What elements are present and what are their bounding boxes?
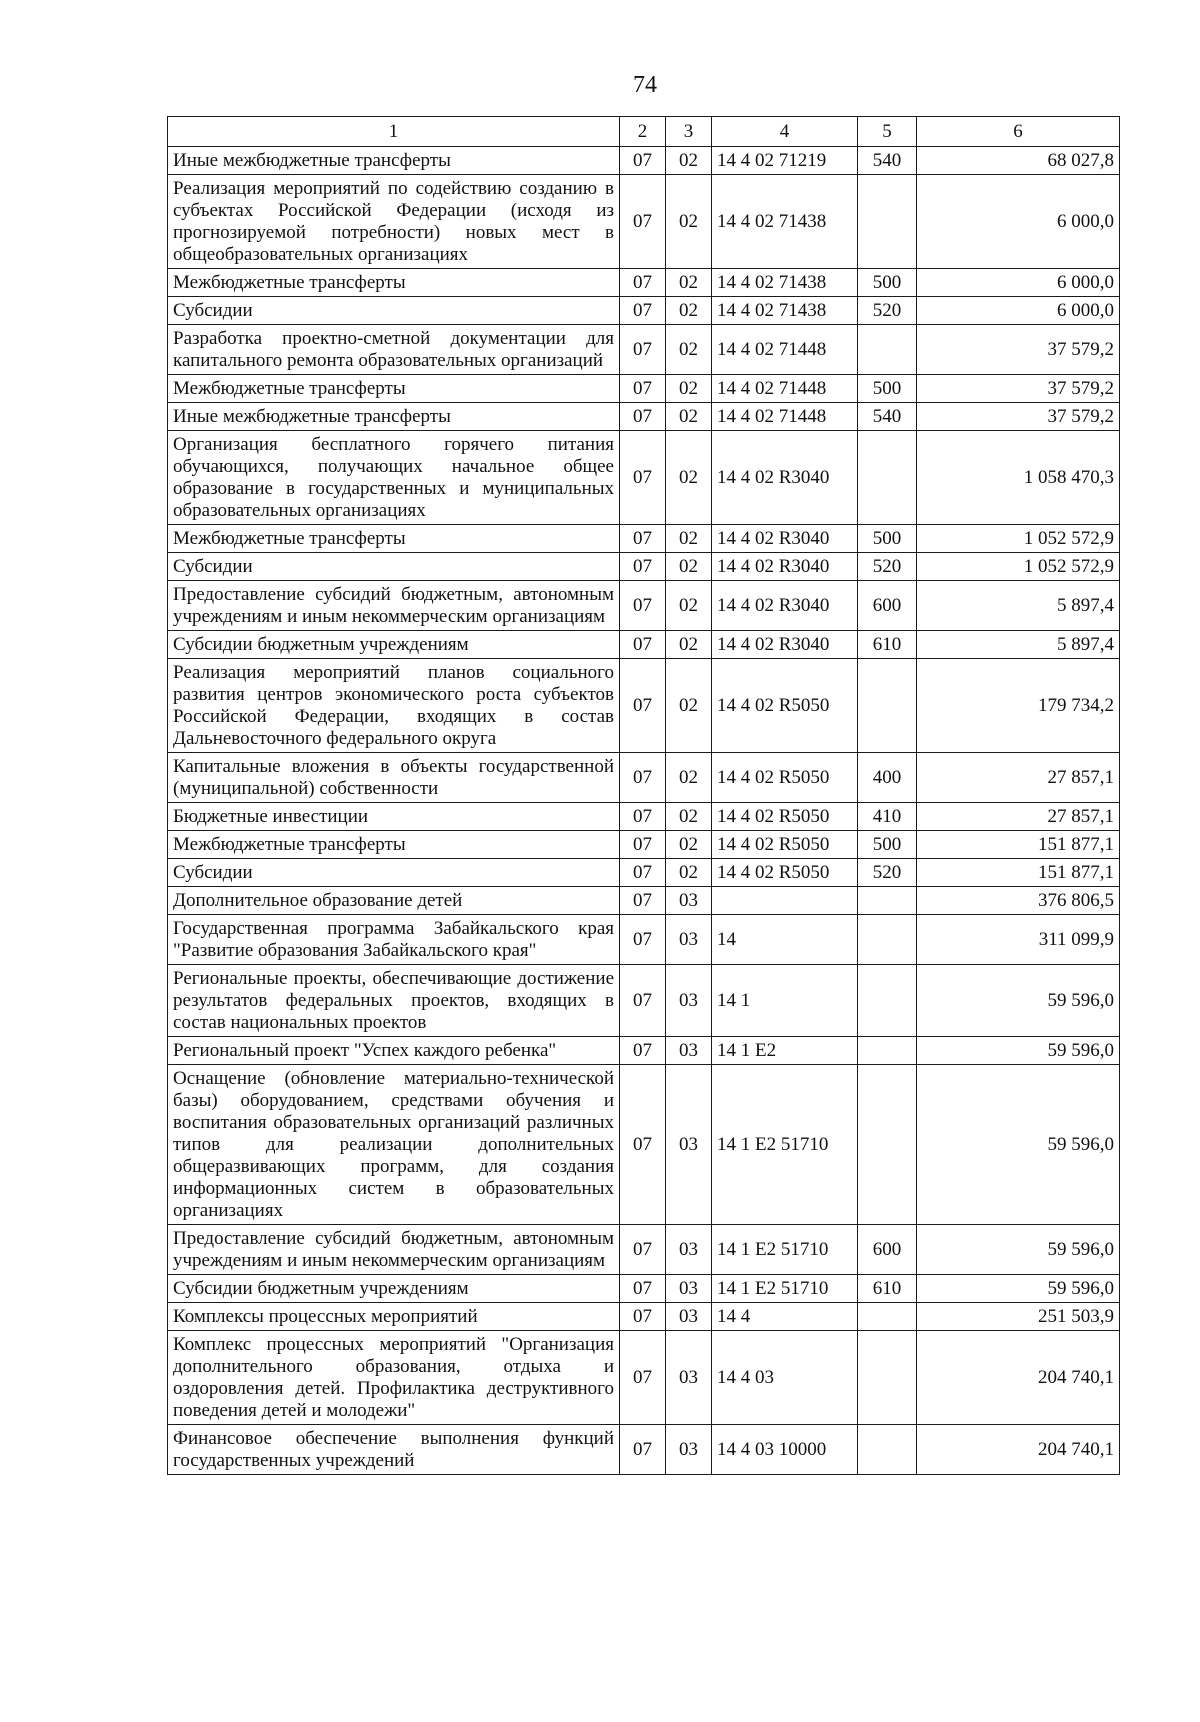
target-article-cell: 14 4 03 [712,1331,858,1425]
row-name-cell: Финансовое обеспечение выполнения функций государственных учреждений [168,1425,620,1475]
table-row [168,965,1120,1037]
budget-table [167,116,1120,1475]
expense-type-cell: 520 [858,297,917,325]
row-name-cell: Региональный проект "Успех каждого ребенка" [168,1037,620,1065]
table-row [168,147,1120,175]
table-row [168,1303,1120,1331]
section-code-cell: 07 [620,1275,666,1303]
table-row [168,753,1120,803]
section-code-cell: 07 [620,269,666,297]
expense-type-cell: 500 [858,269,917,297]
expense-type-cell [858,1425,917,1475]
subsection-code-cell: 02 [666,803,712,831]
page-number: 74 [633,72,657,98]
amount-cell: 151 877,1 [917,831,1120,859]
row-name-cell: Иные межбюджетные трансферты [168,147,620,175]
table-row [168,831,1120,859]
amount-cell: 151 877,1 [917,859,1120,887]
subsection-code-cell: 02 [666,325,712,375]
subsection-code-cell: 02 [666,581,712,631]
table-row [168,1065,1120,1225]
subsection-code-cell: 02 [666,147,712,175]
header-col-3: 3 [666,117,712,147]
subsection-code-cell: 03 [666,915,712,965]
header-col-5: 5 [858,117,917,147]
row-name-cell: Реализация мероприятий планов социального развития центров экономического роста субъектов Российской Федерации, входящих в состав Дальневосточного федерального округа [168,659,620,753]
table-row [168,403,1120,431]
row-name-cell: Субсидии бюджетным учреждениям [168,631,620,659]
section-code-cell: 07 [620,1425,666,1475]
amount-cell: 59 596,0 [917,1275,1120,1303]
target-article-cell: 14 4 02 R3040 [712,525,858,553]
row-name-cell: Бюджетные инвестиции [168,803,620,831]
subsection-code-cell: 03 [666,1425,712,1475]
subsection-code-cell: 02 [666,631,712,659]
section-code-cell: 07 [620,375,666,403]
subsection-code-cell: 03 [666,1065,712,1225]
target-article-cell: 14 1 [712,965,858,1037]
subsection-code-cell: 02 [666,525,712,553]
amount-cell: 179 734,2 [917,659,1120,753]
target-article-cell: 14 1 E2 51710 [712,1065,858,1225]
amount-cell: 59 596,0 [917,1065,1120,1225]
target-article-cell: 14 4 02 R5050 [712,753,858,803]
row-name-cell: Субсидии бюджетным учреждениям [168,1275,620,1303]
expense-type-cell [858,887,917,915]
header-col-2: 2 [620,117,666,147]
header-col-6: 6 [917,117,1120,147]
subsection-code-cell: 02 [666,831,712,859]
row-name-cell: Межбюджетные трансферты [168,831,620,859]
amount-cell: 1 058 470,3 [917,431,1120,525]
expense-type-cell [858,1303,917,1331]
amount-cell: 37 579,2 [917,325,1120,375]
amount-cell: 5 897,4 [917,581,1120,631]
row-name-cell: Межбюджетные трансферты [168,269,620,297]
target-article-cell: 14 4 02 71448 [712,325,858,375]
table-row [168,431,1120,525]
amount-cell: 59 596,0 [917,1037,1120,1065]
expense-type-cell [858,325,917,375]
header-col-4: 4 [712,117,858,147]
subsection-code-cell: 03 [666,887,712,915]
expense-type-cell: 500 [858,525,917,553]
expense-type-cell: 540 [858,147,917,175]
table-row [168,269,1120,297]
section-code-cell: 07 [620,887,666,915]
table-row [168,553,1120,581]
target-article-cell: 14 4 02 71438 [712,269,858,297]
subsection-code-cell: 02 [666,859,712,887]
amount-cell: 37 579,2 [917,403,1120,431]
section-code-cell: 07 [620,581,666,631]
target-article-cell: 14 4 02 R3040 [712,553,858,581]
subsection-code-cell: 02 [666,431,712,525]
amount-cell: 68 027,8 [917,147,1120,175]
section-code-cell: 07 [620,297,666,325]
row-name-cell: Государственная программа Забайкальского края "Развитие образования Забайкальского края" [168,915,620,965]
section-code-cell: 07 [620,803,666,831]
amount-cell: 6 000,0 [917,297,1120,325]
table-row [168,1037,1120,1065]
expense-type-cell: 410 [858,803,917,831]
section-code-cell: 07 [620,525,666,553]
subsection-code-cell: 02 [666,659,712,753]
subsection-code-cell: 03 [666,1275,712,1303]
target-article-cell: 14 4 [712,1303,858,1331]
amount-cell: 27 857,1 [917,753,1120,803]
amount-cell: 1 052 572,9 [917,525,1120,553]
expense-type-cell: 540 [858,403,917,431]
subsection-code-cell: 02 [666,297,712,325]
expense-type-cell: 520 [858,859,917,887]
amount-cell: 59 596,0 [917,965,1120,1037]
target-article-cell: 14 4 03 10000 [712,1425,858,1475]
subsection-code-cell: 02 [666,269,712,297]
table-row [168,631,1120,659]
subsection-code-cell: 02 [666,553,712,581]
table-row [168,525,1120,553]
row-name-cell: Субсидии [168,859,620,887]
amount-cell: 376 806,5 [917,887,1120,915]
section-code-cell: 07 [620,1225,666,1275]
target-article-cell: 14 4 02 71438 [712,297,858,325]
table-row [168,915,1120,965]
expense-type-cell: 600 [858,1225,917,1275]
expense-type-cell [858,915,917,965]
expense-type-cell: 610 [858,631,917,659]
target-article-cell: 14 4 02 R3040 [712,581,858,631]
row-name-cell: Региональные проекты, обеспечивающие достижение результатов федеральных проектов, входящих в состав национальных проектов [168,965,620,1037]
target-article-cell: 14 1 E2 51710 [712,1225,858,1275]
section-code-cell: 07 [620,175,666,269]
expense-type-cell: 400 [858,753,917,803]
table-row [168,297,1120,325]
section-code-cell: 07 [620,147,666,175]
table-row [168,887,1120,915]
amount-cell: 204 740,1 [917,1425,1120,1475]
target-article-cell: 14 4 02 R3040 [712,631,858,659]
subsection-code-cell: 02 [666,175,712,269]
expense-type-cell: 520 [858,553,917,581]
section-code-cell: 07 [620,1037,666,1065]
row-name-cell: Реализация мероприятий по содействию созданию в субъектах Российской Федерации (исходя из прогнозируемой потребности) новых мест в общеобразовательных организациях [168,175,620,269]
section-code-cell: 07 [620,1303,666,1331]
row-name-cell: Межбюджетные трансферты [168,525,620,553]
amount-cell: 6 000,0 [917,269,1120,297]
table-row [168,175,1120,269]
section-code-cell: 07 [620,431,666,525]
amount-cell: 37 579,2 [917,375,1120,403]
row-name-cell: Комплекс процессных мероприятий "Организация дополнительного образования, отдыха и оздоровления детей. Профилактика деструктивного поведения детей и молодежи" [168,1331,620,1425]
amount-cell: 6 000,0 [917,175,1120,269]
table-row [168,803,1120,831]
subsection-code-cell: 02 [666,753,712,803]
row-name-cell: Субсидии [168,553,620,581]
amount-cell: 27 857,1 [917,803,1120,831]
table-header-row [168,117,1120,147]
table-row [168,1275,1120,1303]
target-article-cell: 14 [712,915,858,965]
subsection-code-cell: 03 [666,1303,712,1331]
row-name-cell: Комплексы процессных мероприятий [168,1303,620,1331]
target-article-cell: 14 4 02 R5050 [712,659,858,753]
row-name-cell: Предоставление субсидий бюджетным, автономным учреждениям и иным некоммерческим организациям [168,1225,620,1275]
table-row [168,1331,1120,1425]
section-code-cell: 07 [620,753,666,803]
row-name-cell: Субсидии [168,297,620,325]
section-code-cell: 07 [620,1065,666,1225]
target-article-cell: 14 4 02 R5050 [712,831,858,859]
target-article-cell: 14 4 02 R5050 [712,803,858,831]
section-code-cell: 07 [620,553,666,581]
target-article-cell: 14 4 02 71438 [712,175,858,269]
expense-type-cell [858,1037,917,1065]
expense-type-cell: 600 [858,581,917,631]
row-name-cell: Капитальные вложения в объекты государственной (муниципальной) собственности [168,753,620,803]
target-article-cell: 14 4 02 71448 [712,375,858,403]
subsection-code-cell: 03 [666,1225,712,1275]
section-code-cell: 07 [620,965,666,1037]
expense-type-cell [858,659,917,753]
section-code-cell: 07 [620,831,666,859]
target-article-cell: 14 1 E2 [712,1037,858,1065]
amount-cell: 311 099,9 [917,915,1120,965]
section-code-cell: 07 [620,915,666,965]
target-article-cell: 14 4 02 71219 [712,147,858,175]
row-name-cell: Предоставление субсидий бюджетным, автономным учреждениям и иным некоммерческим организациям [168,581,620,631]
subsection-code-cell: 02 [666,375,712,403]
target-article-cell: 14 4 02 R5050 [712,859,858,887]
table-row [168,1225,1120,1275]
target-article-cell [712,887,858,915]
table-body [168,147,1120,1475]
table-row [168,325,1120,375]
subsection-code-cell: 03 [666,1331,712,1425]
amount-cell: 5 897,4 [917,631,1120,659]
section-code-cell: 07 [620,659,666,753]
header-col-1: 1 [168,117,620,147]
target-article-cell: 14 1 E2 51710 [712,1275,858,1303]
section-code-cell: 07 [620,403,666,431]
amount-cell: 251 503,9 [917,1303,1120,1331]
row-name-cell: Иные межбюджетные трансферты [168,403,620,431]
row-name-cell: Разработка проектно-сметной документации для капитального ремонта образовательных организаций [168,325,620,375]
table-row [168,659,1120,753]
section-code-cell: 07 [620,325,666,375]
section-code-cell: 07 [620,859,666,887]
section-code-cell: 07 [620,631,666,659]
expense-type-cell [858,965,917,1037]
expense-type-cell [858,1065,917,1225]
section-code-cell: 07 [620,1331,666,1425]
expense-type-cell [858,431,917,525]
expense-type-cell: 610 [858,1275,917,1303]
subsection-code-cell: 03 [666,965,712,1037]
table-row [168,1425,1120,1475]
row-name-cell: Организация бесплатного горячего питания обучающихся, получающих начальное общее образование в государственных и муниципальных образовательных организациях [168,431,620,525]
expense-type-cell [858,175,917,269]
table-row [168,581,1120,631]
subsection-code-cell: 02 [666,403,712,431]
expense-type-cell [858,1331,917,1425]
row-name-cell: Оснащение (обновление материально-технической базы) оборудованием, средствами обучения и воспитания образовательных организаций различных типов для реализации дополнительных общеразвивающих программ, для создания информационных систем в образовательных организациях [168,1065,620,1225]
target-article-cell: 14 4 02 71448 [712,403,858,431]
amount-cell: 204 740,1 [917,1331,1120,1425]
row-name-cell: Дополнительное образование детей [168,887,620,915]
expense-type-cell: 500 [858,375,917,403]
target-article-cell: 14 4 02 R3040 [712,431,858,525]
row-name-cell: Межбюджетные трансферты [168,375,620,403]
table-row [168,859,1120,887]
amount-cell: 1 052 572,9 [917,553,1120,581]
expense-type-cell: 500 [858,831,917,859]
table-row [168,375,1120,403]
subsection-code-cell: 03 [666,1037,712,1065]
amount-cell: 59 596,0 [917,1225,1120,1275]
